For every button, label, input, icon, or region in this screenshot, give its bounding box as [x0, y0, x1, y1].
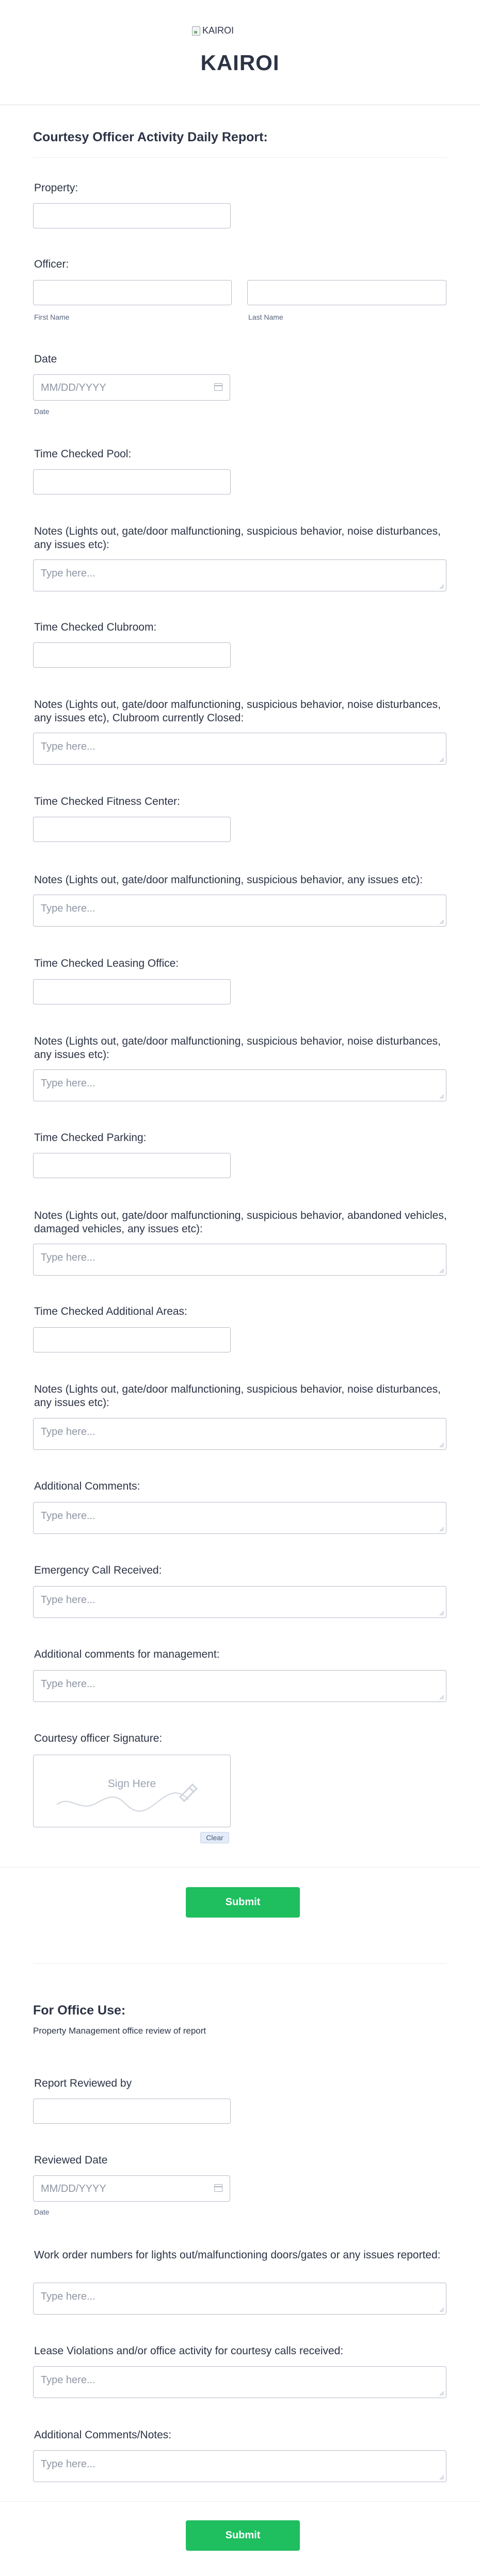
fitness-label: Time Checked Fitness Center: — [34, 796, 180, 807]
resize-handle-icon[interactable] — [440, 758, 444, 762]
officer-first-name-input[interactable] — [33, 280, 232, 305]
resize-handle-icon[interactable] — [440, 1527, 444, 1531]
textarea-placeholder: Type here... — [41, 903, 95, 914]
property-input[interactable] — [33, 203, 231, 228]
parking-time-input[interactable] — [33, 1153, 231, 1178]
calendar-icon[interactable] — [214, 383, 222, 391]
form-title: Courtesy Officer Activity Daily Report: — [33, 130, 268, 144]
reviewed-by-label: Report Reviewed by — [34, 2077, 132, 2089]
resize-handle-icon[interactable] — [440, 1269, 444, 1273]
fitness-time-input[interactable] — [33, 817, 231, 842]
title-divider — [33, 157, 447, 158]
submit-divider-top — [0, 1867, 480, 1868]
office-title: For Office Use: — [33, 2003, 126, 2018]
additional-areas-time-input[interactable] — [33, 1327, 231, 1352]
notes-clubroom-textarea[interactable] — [33, 733, 446, 765]
last-name-sublabel: Last Name — [248, 313, 283, 321]
textarea-placeholder: Type here... — [41, 2458, 95, 2470]
textarea-placeholder: Type here... — [41, 741, 95, 752]
notes-fitness-label: Notes (Lights out, gate/door malfunctioning, suspicious behavior, any issues etc): — [34, 874, 423, 886]
office-submit-button[interactable]: Submit — [186, 2520, 300, 2551]
management-comments-label: Additional comments for management: — [34, 1648, 220, 1660]
lease-violations-textarea[interactable] — [33, 2366, 446, 2398]
date-sublabel: Date — [34, 407, 50, 416]
additional-notes-textarea[interactable] — [33, 2450, 446, 2482]
work-orders-textarea[interactable] — [33, 2283, 446, 2315]
logo-image — [192, 25, 234, 36]
textarea-placeholder: Type here... — [41, 2374, 95, 2386]
notes-additional-label: Notes (Lights out, gate/door malfunctioning, suspicious behavior, noise disturbances, any issues etc): — [34, 1383, 441, 1409]
reviewed-by-input[interactable] — [33, 2099, 231, 2124]
textarea-placeholder: Type here... — [41, 1678, 95, 1690]
notes-pool-textarea[interactable] — [33, 559, 446, 591]
textarea-placeholder: Type here... — [41, 1078, 95, 1089]
additional-areas-label: Time Checked Additional Areas: — [34, 1306, 187, 1317]
date-placeholder: MM/DD/YYYY — [41, 382, 106, 393]
clear-signature-button[interactable]: Clear — [200, 1832, 229, 1843]
signature-placeholder: Sign Here — [107, 1778, 156, 1790]
officer-label: Officer: — [34, 258, 69, 270]
notes-fitness-textarea[interactable] — [33, 895, 446, 927]
date-input[interactable] — [33, 374, 230, 401]
textarea-placeholder: Type here... — [41, 1594, 95, 1606]
signature-pad[interactable] — [33, 1755, 231, 1827]
resize-handle-icon[interactable] — [440, 2391, 444, 2396]
date-label: Date — [34, 353, 57, 365]
textarea-placeholder: Type here... — [41, 1426, 95, 1438]
notes-parking-label: Notes (Lights out, gate/door malfunctioning, suspicious behavior, abandoned vehicles, damaged vehicles, any issues etc): — [34, 1210, 447, 1235]
logo-alt-text: KAIROI — [202, 25, 234, 36]
emergency-call-textarea[interactable] — [33, 1586, 446, 1618]
textarea-placeholder: Type here... — [41, 568, 95, 579]
broken-image-icon — [192, 26, 200, 36]
clubroom-label: Time Checked Clubroom: — [34, 621, 157, 633]
signature-label: Courtesy officer Signature: — [34, 1732, 163, 1744]
brand-title: KAIROI — [200, 51, 280, 75]
resize-handle-icon[interactable] — [440, 1695, 444, 1699]
resize-handle-icon[interactable] — [440, 585, 444, 589]
notes-clubroom-label: Notes (Lights out, gate/door malfunctioning, suspicious behavior, noise disturbances, any issues etc), Clubroom currently Closed: — [34, 699, 441, 724]
textarea-placeholder: Type here... — [41, 2291, 95, 2302]
office-divider — [33, 1963, 447, 1964]
additional-comments-label: Additional Comments: — [34, 1480, 140, 1492]
resize-handle-icon[interactable] — [440, 2475, 444, 2480]
reviewed-date-label: Reviewed Date — [34, 2154, 108, 2166]
parking-label: Time Checked Parking: — [34, 1132, 147, 1144]
notes-pool-label: Notes (Lights out, gate/door malfunctioning, suspicious behavior, noise disturbances, any issues etc): — [34, 525, 441, 551]
clubroom-time-input[interactable] — [33, 642, 231, 668]
pool-time-input[interactable] — [33, 469, 231, 494]
textarea-placeholder: Type here... — [41, 1252, 95, 1263]
resize-handle-icon[interactable] — [440, 920, 444, 924]
office-submit-divider — [0, 2501, 480, 2502]
reviewed-date-sublabel: Date — [34, 2208, 50, 2216]
officer-last-name-input[interactable] — [247, 280, 446, 305]
textarea-placeholder: Type here... — [41, 1510, 95, 1522]
leasing-label: Time Checked Leasing Office: — [34, 957, 179, 969]
notes-leasing-textarea[interactable] — [33, 1069, 446, 1101]
notes-additional-textarea[interactable] — [33, 1418, 446, 1450]
notes-leasing-label: Notes (Lights out, gate/door malfunctioning, suspicious behavior, noise disturbances, any issues etc): — [34, 1035, 441, 1061]
signature-scribble-icon — [54, 1774, 209, 1815]
resize-handle-icon[interactable] — [440, 1611, 444, 1615]
property-label: Property: — [34, 182, 78, 194]
resize-handle-icon[interactable] — [440, 1443, 444, 1447]
submit-button[interactable]: Submit — [186, 1887, 300, 1918]
management-comments-textarea[interactable] — [33, 1670, 446, 1702]
resize-handle-icon[interactable] — [440, 2308, 444, 2312]
notes-parking-textarea[interactable] — [33, 1244, 446, 1276]
additional-comments-textarea[interactable] — [33, 1502, 446, 1534]
lease-violations-label: Lease Violations and/or office activity for courtesy calls received: — [34, 2345, 344, 2357]
date-placeholder: MM/DD/YYYY — [41, 2183, 106, 2194]
emergency-call-label: Emergency Call Received: — [34, 1564, 162, 1576]
additional-notes-label: Additional Comments/Notes: — [34, 2429, 172, 2441]
first-name-sublabel: First Name — [34, 313, 70, 321]
office-subtitle: Property Management office review of report — [33, 2026, 206, 2036]
reviewed-date-input[interactable] — [33, 2175, 230, 2202]
leasing-time-input[interactable] — [33, 979, 231, 1004]
pool-label: Time Checked Pool: — [34, 448, 132, 460]
resize-handle-icon[interactable] — [440, 1095, 444, 1099]
work-orders-label: Work order numbers for lights out/malfunctioning doors/gates or any issues reported: — [34, 2249, 441, 2261]
calendar-icon[interactable] — [214, 2184, 222, 2192]
